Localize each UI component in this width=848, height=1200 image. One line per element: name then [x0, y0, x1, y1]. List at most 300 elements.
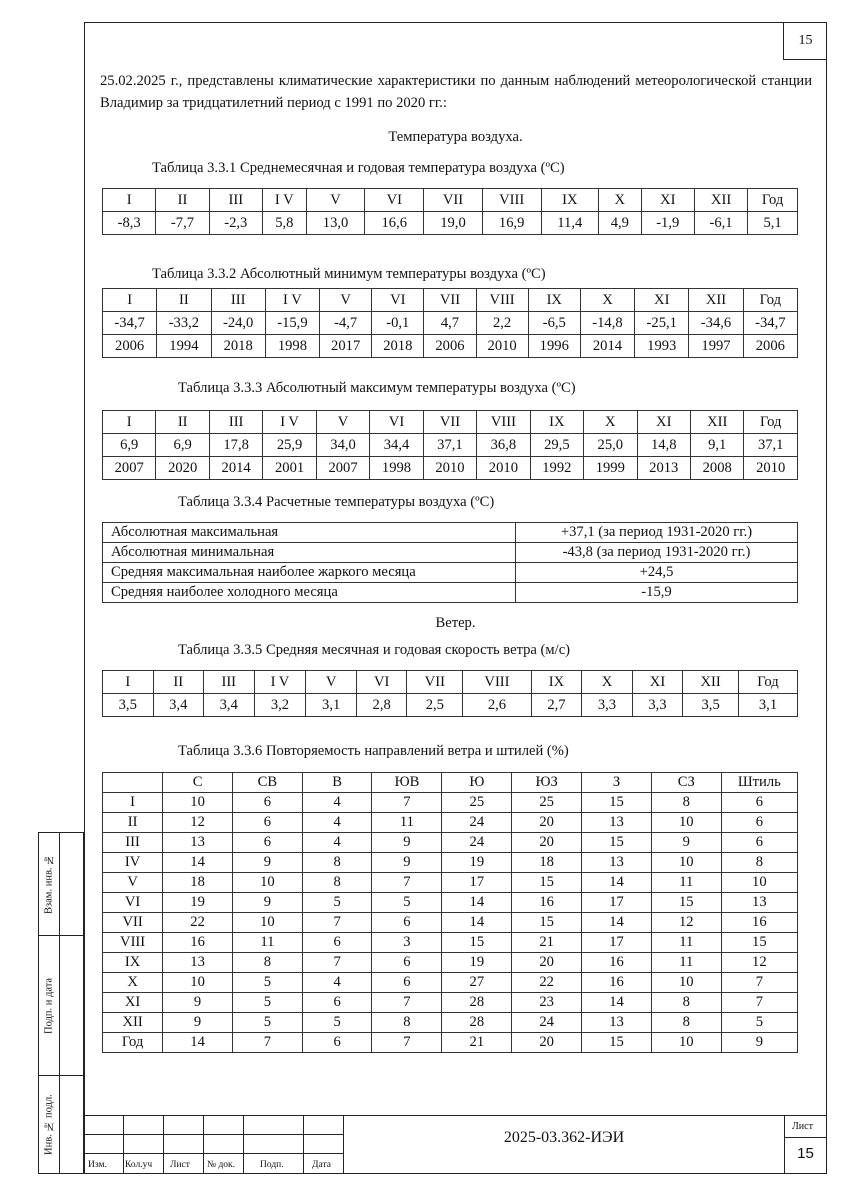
table-cell: 21	[512, 933, 582, 953]
table-cell: II	[153, 671, 204, 694]
table-cell: 2007	[103, 457, 156, 480]
table-cell: 28	[442, 993, 512, 1013]
table-cell: VIII	[477, 411, 530, 434]
table-cell: 20	[512, 833, 582, 853]
table-cell: 2,8	[356, 694, 407, 717]
table-cell: 2018	[211, 335, 265, 358]
table-cell: VI	[103, 893, 163, 913]
table-cell: VII	[407, 671, 463, 694]
table-cell: В	[302, 773, 372, 793]
table-cell: 2010	[477, 457, 530, 480]
table-cell: 6	[372, 913, 442, 933]
table-cell: 10	[163, 973, 233, 993]
table-cell: -15,9	[516, 583, 798, 603]
table-cell: II	[103, 813, 163, 833]
table-cell: -34,7	[743, 312, 797, 335]
table-3-3-6-caption: Таблица 3.3.6 Повторяемость направлений ветра и штилей (%)	[178, 743, 569, 759]
table-cell: 7	[372, 873, 442, 893]
table-cell: XII	[683, 671, 739, 694]
table-row	[103, 873, 798, 893]
table-3-3-4-caption: Таблица 3.3.4 Расчетные температуры воздуха (ºС)	[178, 494, 495, 510]
side-stamp-sign-date	[38, 936, 84, 1076]
table-cell: 8	[372, 1013, 442, 1033]
sheet-number: 15	[797, 1145, 814, 1162]
table-cell: 13	[582, 813, 652, 833]
table-cell: 6	[372, 953, 442, 973]
table-cell: 6,9	[103, 434, 156, 457]
table-cell: 36,8	[477, 434, 530, 457]
table-cell: XII	[694, 189, 747, 212]
table-cell: 15	[512, 873, 582, 893]
table-cell: 11	[232, 933, 302, 953]
table-cell: 9	[721, 1033, 797, 1053]
table-row	[103, 913, 798, 933]
table-cell: 4	[302, 793, 372, 813]
table-cell: 16	[582, 973, 652, 993]
table-cell: V	[316, 411, 369, 434]
table-cell: 10	[651, 813, 721, 833]
table-cell: 1992	[530, 457, 583, 480]
table-row	[103, 993, 798, 1013]
table-cell: 2010	[744, 457, 798, 480]
table-cell: X	[580, 289, 634, 312]
table-cell: V	[306, 671, 357, 694]
table-cell: III	[209, 189, 262, 212]
title-block-col-label: Лист	[170, 1160, 190, 1170]
table-cell: 10	[651, 973, 721, 993]
table-cell: VI	[356, 671, 407, 694]
table-cell: 3,2	[254, 694, 306, 717]
table-cell: 8	[721, 853, 797, 873]
table-cell: 24	[442, 833, 512, 853]
table-cell: 25,9	[263, 434, 316, 457]
table-cell: 11	[372, 813, 442, 833]
table-cell: 17	[582, 933, 652, 953]
table-cell: 15	[512, 913, 582, 933]
table-cell: 37,1	[744, 434, 798, 457]
table-cell: 9	[232, 853, 302, 873]
table-cell: -6,1	[694, 212, 747, 235]
table-cell: 25	[512, 793, 582, 813]
table-cell: 1996	[528, 335, 580, 358]
table-row	[103, 1013, 798, 1033]
table-cell: СВ	[232, 773, 302, 793]
table-cell: 10	[651, 1033, 721, 1053]
table-cell: 34,0	[316, 434, 369, 457]
table-row	[103, 335, 798, 358]
table-row	[103, 893, 798, 913]
table-cell: 24	[512, 1013, 582, 1033]
table-cell: 10	[651, 853, 721, 873]
table-cell: 15	[582, 833, 652, 853]
table-cell: I	[103, 671, 154, 694]
table-cell: -43,8 (за период 1931-2020 гг.)	[516, 543, 798, 563]
table-cell: 12	[651, 913, 721, 933]
table-cell: VII	[103, 913, 163, 933]
table-cell: 7	[302, 913, 372, 933]
table-cell: Абсолютная максимальная	[103, 523, 516, 543]
table-cell: 18	[512, 853, 582, 873]
table-row	[103, 543, 798, 563]
table-cell: 7	[372, 793, 442, 813]
table-header-row	[103, 411, 798, 434]
table-cell: 15	[442, 933, 512, 953]
table-cell: I V	[265, 289, 319, 312]
table-cell: III	[211, 289, 265, 312]
table-cell: -14,8	[580, 312, 634, 335]
table-cell: 7	[232, 1033, 302, 1053]
table-cell: 11	[651, 873, 721, 893]
table-cell: VI	[365, 189, 424, 212]
table-row	[103, 563, 798, 583]
title-block	[84, 1115, 827, 1174]
table-cell: -25,1	[635, 312, 689, 335]
table-cell: 9,1	[690, 434, 743, 457]
table-cell: +24,5	[516, 563, 798, 583]
table-cell: 21	[442, 1033, 512, 1053]
table-cell: 3,5	[683, 694, 739, 717]
table-row	[103, 793, 798, 813]
table-cell: VIII	[103, 933, 163, 953]
table-cell: I V	[262, 189, 306, 212]
table-cell: 4	[302, 833, 372, 853]
side-label: Взам. инв. №	[43, 853, 55, 915]
table-cell: -33,2	[157, 312, 211, 335]
page-number-box	[783, 22, 827, 60]
side-stamp-inv-original	[38, 1076, 84, 1174]
table-cell: 6	[232, 793, 302, 813]
table-cell: IX	[541, 189, 599, 212]
side-stamp-replaced-inv	[38, 832, 84, 936]
table-cell: Средняя наиболее холодного месяца	[103, 583, 516, 603]
table-cell: 10	[721, 873, 797, 893]
table-cell: Штиль	[721, 773, 797, 793]
table-cell: X	[582, 671, 633, 694]
table-row	[103, 312, 798, 335]
table-cell: 3,4	[153, 694, 204, 717]
table-cell: IX	[103, 953, 163, 973]
table-cell: Абсолютная минимальная	[103, 543, 516, 563]
table-3-3-3	[102, 410, 798, 480]
table-cell: 5	[372, 893, 442, 913]
table-cell: 7	[721, 973, 797, 993]
table-cell: V	[103, 873, 163, 893]
table-3-3-5	[102, 670, 798, 717]
table-cell: 9	[232, 893, 302, 913]
table-cell: 8	[651, 993, 721, 1013]
table-row	[103, 434, 798, 457]
table-cell: 2006	[103, 335, 157, 358]
table-cell: 13	[582, 853, 652, 873]
table-cell: -1,9	[641, 212, 694, 235]
table-cell: 29,5	[530, 434, 583, 457]
table-cell: Ю	[442, 773, 512, 793]
table-cell: 16	[582, 953, 652, 973]
table-cell: XII	[690, 411, 743, 434]
table-cell: 6	[302, 1033, 372, 1053]
table-cell: 14	[163, 1033, 233, 1053]
table-cell: I	[103, 189, 156, 212]
table-cell: -6,5	[528, 312, 580, 335]
table-cell: 13	[163, 833, 233, 853]
table-cell: 13	[163, 953, 233, 973]
page-number: 15	[798, 32, 813, 48]
table-cell: 5,1	[748, 212, 798, 235]
table-cell: 19	[442, 853, 512, 873]
table-cell: 19	[442, 953, 512, 973]
table-cell: XI	[103, 993, 163, 1013]
table-3-3-5-caption: Таблица 3.3.5 Средняя месячная и годовая скорость ветра (м/с)	[178, 642, 571, 658]
table-cell: XI	[637, 411, 690, 434]
table-cell: I	[103, 411, 156, 434]
table-cell: 15	[582, 1033, 652, 1053]
table-cell: 14	[582, 873, 652, 893]
table-cell: 2014	[580, 335, 634, 358]
table-cell: I	[103, 289, 157, 312]
section-title-wind: Ветер.	[435, 615, 476, 631]
table-cell: 11	[651, 953, 721, 973]
table-cell: 14	[582, 913, 652, 933]
table-cell: 2,5	[407, 694, 463, 717]
table-cell: X	[584, 411, 637, 434]
table-cell: 3,1	[739, 694, 798, 717]
table-cell: 5	[302, 1013, 372, 1033]
table-cell: VIII	[463, 671, 532, 694]
table-3-3-6	[102, 772, 798, 1053]
table-cell: 4	[302, 973, 372, 993]
table-cell: 6	[372, 973, 442, 993]
table-cell: 7	[302, 953, 372, 973]
section-title-temperature: Температура воздуха.	[388, 129, 523, 145]
table-header-row	[103, 773, 798, 793]
document-code: 2025-03.362-ИЭИ	[503, 1129, 625, 1146]
table-header-row	[103, 289, 798, 312]
table-cell: СЗ	[651, 773, 721, 793]
table-row	[103, 212, 798, 235]
table-cell: VII	[424, 189, 483, 212]
table-cell: 16	[512, 893, 582, 913]
table-row	[103, 813, 798, 833]
table-row	[103, 973, 798, 993]
table-cell: 5	[232, 993, 302, 1013]
table-cell: 2,2	[476, 312, 528, 335]
table-cell: 3,4	[204, 694, 255, 717]
table-cell: 6	[721, 813, 797, 833]
table-cell: 1997	[689, 335, 743, 358]
table-cell: VIII	[482, 189, 541, 212]
table-cell: 9	[372, 853, 442, 873]
table-cell: III	[204, 671, 255, 694]
table-cell: 23	[512, 993, 582, 1013]
title-block-col-label: Подп.	[260, 1160, 284, 1170]
table-cell: 6,9	[156, 434, 209, 457]
table-cell: 3,5	[103, 694, 154, 717]
table-cell: 6	[232, 813, 302, 833]
table-cell: 20	[512, 953, 582, 973]
table-cell: 20	[512, 813, 582, 833]
table-row	[103, 583, 798, 603]
table-cell: 8	[302, 853, 372, 873]
table-cell: 10	[232, 913, 302, 933]
table-cell: 2018	[372, 335, 424, 358]
table-cell: 2001	[263, 457, 316, 480]
table-cell: -2,3	[209, 212, 262, 235]
table-cell: 3	[372, 933, 442, 953]
table-cell: 2007	[316, 457, 369, 480]
table-cell: Год	[744, 411, 798, 434]
table-row	[103, 457, 798, 480]
table-cell: 9	[163, 993, 233, 1013]
table-cell: 7	[372, 993, 442, 1013]
table-cell: 2,7	[531, 694, 582, 717]
table-cell: -34,7	[103, 312, 157, 335]
table-cell: 37,1	[423, 434, 476, 457]
table-cell: 12	[721, 953, 797, 973]
table-cell: -7,7	[156, 212, 209, 235]
table-cell: 2,6	[463, 694, 532, 717]
table-row	[103, 853, 798, 873]
table-cell: 9	[372, 833, 442, 853]
table-cell: 12	[163, 813, 233, 833]
table-cell: 8	[232, 953, 302, 973]
table-cell: 13	[582, 1013, 652, 1033]
table-cell: VII	[423, 411, 476, 434]
table-cell: Год	[748, 189, 798, 212]
table-cell: IV	[103, 853, 163, 873]
table-cell: +37,1 (за период 1931-2020 гг.)	[516, 523, 798, 543]
table-cell: VI	[372, 289, 424, 312]
table-cell: 15	[651, 893, 721, 913]
table-row	[103, 933, 798, 953]
table-cell: -24,0	[211, 312, 265, 335]
table-3-3-1	[102, 188, 798, 235]
table-cell: II	[157, 289, 211, 312]
table-cell: 2014	[209, 457, 262, 480]
table-cell: 10	[232, 873, 302, 893]
table-cell	[103, 773, 163, 793]
table-cell: 14	[582, 993, 652, 1013]
title-block-col-label: Кол.уч	[125, 1160, 153, 1170]
table-3-3-1-caption: Таблица 3.3.1 Среднемесячная и годовая температура воздуха (ºС)	[152, 160, 565, 176]
table-cell: 16	[721, 913, 797, 933]
table-cell: 4,7	[424, 312, 476, 335]
table-cell: 14	[163, 853, 233, 873]
table-cell: -4,7	[320, 312, 372, 335]
table-cell: 3,3	[632, 694, 683, 717]
table-cell: 19,0	[424, 212, 483, 235]
table-cell: III	[103, 833, 163, 853]
table-cell: I V	[263, 411, 316, 434]
table-cell: 14	[442, 893, 512, 913]
table-cell: 22	[512, 973, 582, 993]
table-cell: II	[156, 189, 209, 212]
table-cell: 17,8	[209, 434, 262, 457]
table-cell: X	[103, 973, 163, 993]
table-cell: 2010	[423, 457, 476, 480]
table-cell: С	[163, 773, 233, 793]
table-header-row	[103, 671, 798, 694]
table-3-3-4	[102, 522, 798, 603]
table-cell: 19	[163, 893, 233, 913]
table-cell: 2020	[156, 457, 209, 480]
table-cell: 3,3	[582, 694, 633, 717]
table-row	[103, 523, 798, 543]
table-cell: 22	[163, 913, 233, 933]
table-cell: 5	[232, 973, 302, 993]
table-cell: 3,1	[306, 694, 357, 717]
table-cell: 34,4	[370, 434, 423, 457]
table-cell: 16,9	[482, 212, 541, 235]
table-cell: 5	[302, 893, 372, 913]
table-cell: -8,3	[103, 212, 156, 235]
table-cell: 5	[721, 1013, 797, 1033]
table-cell: 27	[442, 973, 512, 993]
table-cell: ЮВ	[372, 773, 442, 793]
table-cell: V	[306, 189, 365, 212]
table-cell: 18	[163, 873, 233, 893]
table-cell: 25	[442, 793, 512, 813]
table-cell: 25,0	[584, 434, 637, 457]
table-cell: 9	[163, 1013, 233, 1033]
table-3-3-2	[102, 288, 798, 358]
table-cell: 17	[582, 893, 652, 913]
intro-paragraph: 25.02.2025 г., представлены климатические характеристики по данным наблюдений метеорологической станции Владимир за тридцатилетний период с 1991 по 2020 гг.:	[100, 73, 812, 111]
table-cell: 1998	[370, 457, 423, 480]
table-cell: 14,8	[637, 434, 690, 457]
table-cell: 8	[302, 873, 372, 893]
table-cell: 13	[721, 893, 797, 913]
table-cell: 16	[163, 933, 233, 953]
table-cell: -0,1	[372, 312, 424, 335]
table-row	[103, 953, 798, 973]
table-cell: Средняя максимальная наиболее жаркого месяца	[103, 563, 516, 583]
table-cell: 7	[372, 1033, 442, 1053]
table-cell: 11	[651, 933, 721, 953]
table-cell: 11,4	[541, 212, 599, 235]
table-cell: -15,9	[265, 312, 319, 335]
table-cell: VIII	[476, 289, 528, 312]
table-cell: IX	[530, 411, 583, 434]
table-cell: XI	[635, 289, 689, 312]
side-label: Инв. № подл.	[43, 1094, 55, 1155]
table-cell: 24	[442, 813, 512, 833]
table-cell: 5	[232, 1013, 302, 1033]
table-cell: V	[320, 289, 372, 312]
table-cell: 15	[721, 933, 797, 953]
table-cell: 13,0	[306, 212, 365, 235]
table-cell: 9	[651, 833, 721, 853]
table-header-row	[103, 189, 798, 212]
title-block-col-label: Изм.	[88, 1160, 107, 1170]
table-cell: 1994	[157, 335, 211, 358]
table-3-3-3-caption: Таблица 3.3.3 Абсолютный максимум температуры воздуха (ºС)	[178, 380, 576, 396]
table-cell: XII	[689, 289, 743, 312]
table-cell: 1993	[635, 335, 689, 358]
table-3-3-2-caption: Таблица 3.3.2 Абсолютный минимум температуры воздуха (ºС)	[152, 266, 546, 282]
table-cell: X	[599, 189, 642, 212]
table-row	[103, 694, 798, 717]
title-block-col-label: Дата	[312, 1160, 331, 1170]
title-block-col-label: № док.	[207, 1160, 236, 1170]
table-cell: XI	[641, 189, 694, 212]
table-cell: XII	[103, 1013, 163, 1033]
table-cell: II	[156, 411, 209, 434]
table-cell: 16,6	[365, 212, 424, 235]
table-cell: VI	[370, 411, 423, 434]
table-cell: IX	[531, 671, 582, 694]
table-cell: 5,8	[262, 212, 306, 235]
sheet-label: Лист	[792, 1121, 813, 1132]
